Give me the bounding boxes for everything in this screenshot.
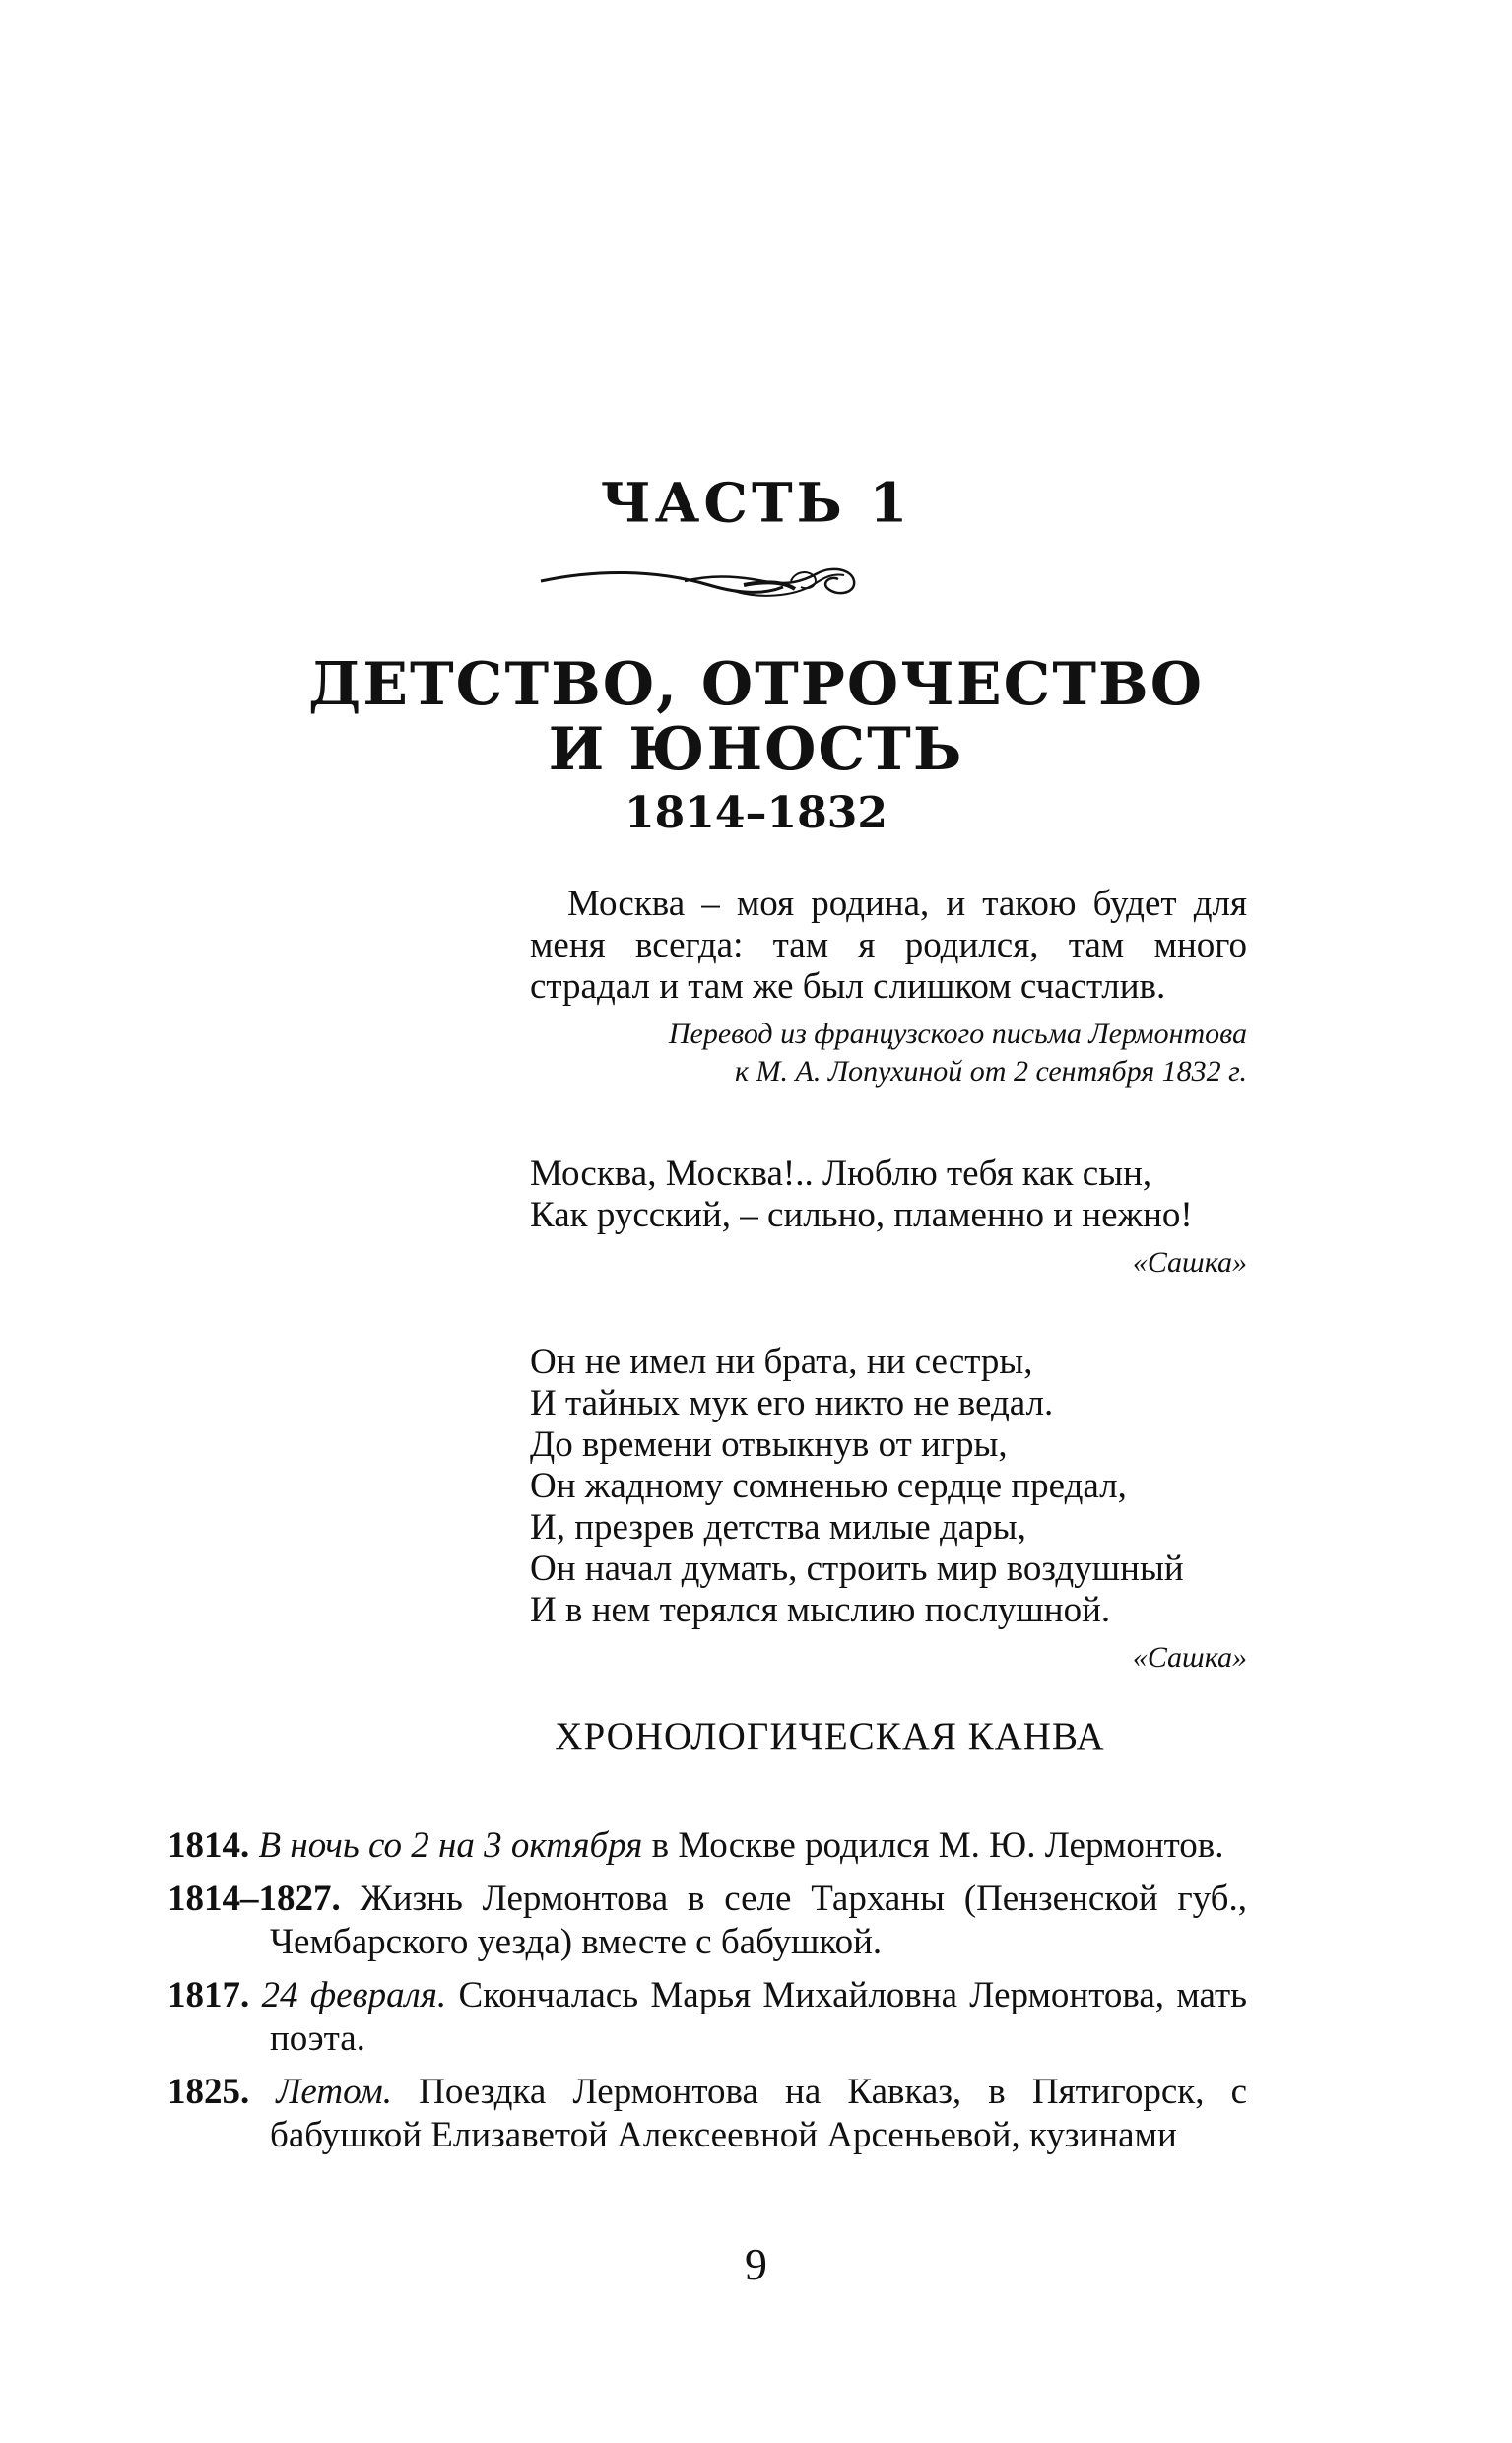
entry-text: Поездка Лермонтова на Кавказ, в Пятигорск, с бабушкой Елизаветой Алексеевной Арсеньевой, кузинами [270, 2072, 1248, 2155]
chapter-title-line-2: И ЮНОСТЬ [548, 715, 964, 784]
epigraph-1-text: Москва – моя родина, и такою будет для меня всегда: там я родился, там много страдал и там же был слишком счастлив. [530, 884, 1247, 1007]
entry-year: 1814–1827. [167, 1879, 341, 1919]
epigraph-3 [530, 1342, 1247, 1677]
chapter-years: 1814–1832 [625, 788, 887, 838]
entry-text: в Москве родился М. Ю. Лермонтов. [651, 1825, 1224, 1866]
entry-year: 1817. [167, 1975, 250, 2015]
verse-line: Как русский, – сильно, пламенно и нежно! [530, 1195, 1193, 1235]
verse-line: Москва, Москва!.. Люблю тебя как сын, [530, 1154, 1152, 1194]
chronology-entry [167, 1974, 1247, 2061]
entry-year: 1825. [167, 2072, 250, 2112]
verse-line: Он жадному сомненью сердце предал, [530, 1466, 1127, 1506]
entry-date: В ночь со 2 на 3 октября [258, 1825, 643, 1866]
entry-year: 1814. [167, 1825, 250, 1866]
page-number: 9 [745, 2239, 767, 2289]
verse-line: Он не имел ни брата, ни сестры, [530, 1342, 1033, 1382]
entry-date: 24 февраля. [261, 1975, 447, 2015]
verse-line: И тайных мук его никто не ведал. [530, 1383, 1054, 1423]
epigraph-1 [530, 884, 1247, 1090]
epigraph-3-source: «Сашка» [1132, 1641, 1247, 1674]
verse-line: Он начал думать, строить мир воздушный [530, 1549, 1184, 1589]
flourish-divider-icon [537, 552, 872, 611]
chronology-entry [167, 2071, 1247, 2157]
epigraph-2 [530, 1154, 1247, 1282]
chapter-title-line-1: ДЕТСТВО, ОТРОЧЕСТВО [307, 650, 1205, 719]
entry-date: Летом. [276, 2072, 393, 2112]
epigraph-1-source-line-1: Перевод из французского письма Лермонтова [668, 1018, 1247, 1050]
verse-line: И в нем терялся мыслию послушной. [530, 1590, 1111, 1630]
verse-line: До времени отвыкнув от игры, [530, 1424, 1008, 1465]
entry-text: Скончалась Марья Михайловна Лермонтова, мать поэта. [270, 1975, 1247, 2059]
chronology-heading: ХРОНОЛОГИЧЕСКАЯ КАНВА [555, 1715, 1105, 1757]
verse-line: И, презрев детства милые дары, [530, 1507, 1026, 1548]
epigraph-2-source: «Сашка» [1132, 1246, 1247, 1279]
chronology-entry [167, 1878, 1247, 1964]
chronology-list [167, 1824, 1247, 2167]
chronology-entry [167, 1824, 1247, 1868]
part-title: ЧАСТЬ 1 [600, 471, 912, 536]
epigraph-1-source-line-2: к М. А. Лопухиной от 2 сентября 1832 г. [735, 1055, 1247, 1088]
entry-text: Жизнь Лермонтова в селе Тарханы (Пензенской губ., Чембарского уезда) вместе с бабушкой. [270, 1879, 1248, 1962]
epigraph-1-source [530, 1016, 1247, 1090]
